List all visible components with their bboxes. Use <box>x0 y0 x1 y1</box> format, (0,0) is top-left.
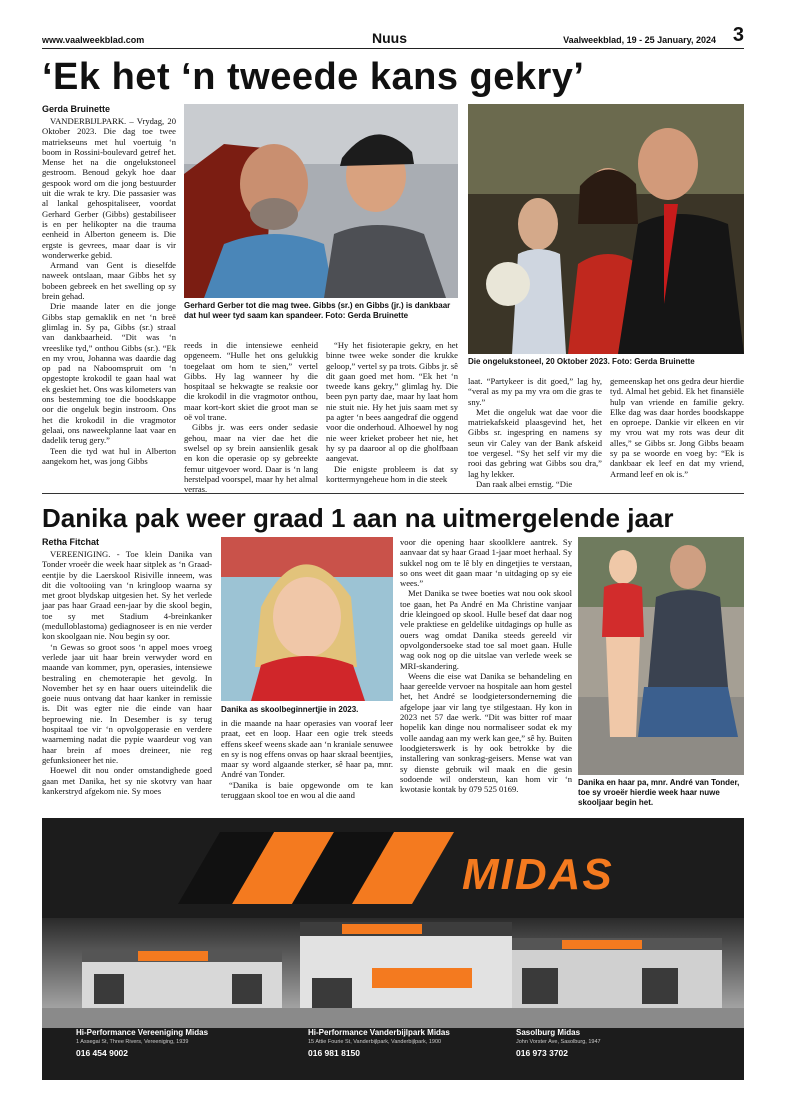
story1-column-2 <box>184 340 318 495</box>
story2-column-2 <box>221 718 393 808</box>
header-rule <box>42 48 744 49</box>
story2-caption-2: Danika en haar pa, mnr. André van Tonder, toe sy vroeër hierdie week haar nuwe skooljaar begin het. <box>578 778 740 807</box>
photo-matric-farewell-image <box>468 104 744 354</box>
story1-column-3 <box>326 340 458 486</box>
story1-column-1 <box>42 116 176 486</box>
midas-advert <box>42 818 744 1080</box>
photo-danika-2023 <box>221 537 393 701</box>
photo-danika-2023-image <box>221 537 393 701</box>
paragraph: Teen die tyd wat hul in Alberton aangekom het, was jong Gibbs <box>42 445 176 466</box>
store-vereeniging <box>82 950 282 1008</box>
location-vanderbijlpark <box>308 1028 528 1058</box>
story1-column-5 <box>610 376 744 486</box>
story2-caption-1: Danika as skoolbeginnertjie in 2023. <box>221 705 359 714</box>
paragraph: Gibbs jr. was eers onder sedasie gehou, maar na vier dae het die swelsel op sy brein aansienlik gesak en kon die operasie op sy gebreekte femur uitgevoer word. Daar is ‘n lang herstelpad voorspel, maar hy het almal verras. <box>184 422 318 495</box>
story2-byline: Retha Fitchat <box>42 537 100 547</box>
paragraph: Dan raak albei ernstig. “Die <box>476 478 573 489</box>
paragraph: Hoewel dit nou onder omstandighede goed gaan met Danika, het sy nie skotvry van haar kankerstryd afgekom nie. Sy moes <box>42 765 212 796</box>
paragraph: VANDERBIJLPARK. – Vrydag, 20 Oktober 2023. Die dag toe twee matriekseuns met hul voertuig ‘n boom in Rossini-boulevard getref het. Mense het na die ongelukstoneel gestroom. Benoud gekyk hoe daar gespook word om die jong bestuurder uit die wrak te kry. Die passasier was al lankal gehospitaliseer, voordat Gerhard Gerber (Gibbs) gestabiliseer is en per helikopter na die trauma eenheid in Alberton geneem is. Die ergste is gevrees, maar daar is vir wonderwerke gebid. <box>42 116 176 260</box>
story2-headline: Danika pak weer graad 1 aan na uitmergelende jaar <box>42 503 674 533</box>
paragraph: in die maande na haar operasies van vooraf leer praat, eet en loop. Haar een ogie trek steeds effens skeef weens skade aan ‘n kraniale senuwee en sy is nog effens onvas op haar skraal beentjies, maar sy word algaande sterker, sê haar pa, mnr. André van Tonder. <box>221 718 393 780</box>
location-sasolburg <box>516 1028 736 1058</box>
location-address: 1 Assegai St, Three Rivers, Vereeniging, 1939 <box>76 1039 189 1045</box>
location-phone: 016 454 9002 <box>76 1048 128 1058</box>
paragraph: Die enigste probleem is dat sy korttermyngeheue hom in die steek <box>326 463 458 484</box>
location-vereeniging <box>76 1028 296 1058</box>
issue-date: Vaalweekblad, 19 - 25 January, 2024 <box>563 35 716 45</box>
paragraph: reeds in die intensiewe eenheid opgeneem. “Hulle het ons gelukkig toegelaat om hom te sien,” vertel Gibbs. Hy lag wanneer hy die hospitaal se hekwagte se reaksie oor die krokodil in die vragmotor onthou, maar kort-kort skiet die groot man se oë vol trane. <box>184 340 318 423</box>
paragraph: “Hy het fisioterapie gekry, en het binne twee weke sonder die krukke geloop,” vertel sy pa trots. Gibbs jr. sê dit gaan goed met hom. “Ek het ‘n tweede kans gekry,” glimlag hy. Die been pyn party dae, maar hy laat hom nie stuit nie. Hy het juis saam met sy pa agter ‘n bees aangedraf die oggend voor die onderhoud. Alhoewel hy nog nie weer krieket probeer het nie, het hy sy pa daaroor al op die gholfbaan aangevat. <box>326 340 458 464</box>
photo-gibbs-father-son-image <box>184 104 458 298</box>
photo-matric-farewell <box>468 104 744 354</box>
paragraph: ‘n Gewas so groot soos ‘n appel moes vroeg verlede jaar uit haar brein verwyder word en maande van kommer, pyn, operasies, intensiewe bestraling en chemoterapie het gevolg. In November het sy en haar ouers uiteindelik die goeie nuus ontvang dat haar kanker in remissie is. Dit was egter nie die einde van haar beproewing nie. In Desember is sy terug hospitaal toe vir ‘n opvolgoperasie en verdere waarneming nadat die pypie waardeur vog van haar brein af moes dreineer, nie reg gefunksioneer het nie. <box>42 641 212 765</box>
paragraph: Armand van Gent is dieselfde naweek ontslaan, maar Gibbs het sy bobeen gebreek en het swelling op sy brein gehad. <box>42 260 176 302</box>
story1-byline: Gerda Bruinette <box>42 104 111 114</box>
paragraph: Met die ongeluk wat dae voor die matriekafskeid plaasgevind het, het Gibbs sr. ingespring en namens sy seun vir Caley van der Bank afskeid toe vergesel. “Sy het self vir my die rooi das gebring wat Gibbs sou dra,” lag hy lekker. <box>468 406 602 479</box>
paragraph: VEREENIGING. - Toe klein Danika van Tonder vroeër die week haar sitplek as ‘n Graad-eentjie by die Laerskool Risiville inneem, was dit die voltooiing van ‘n kringloop waarna sy met groot blydskap uitgesien het. Sy het verlede jaar pas haar Graad een-jaar by die skool begin, toe sy met Stadium 4-breinkanker (medulloblastoma) gediagnoseer is en nie verder kon skoolgaan nie. Nou begin sy oor. <box>42 549 212 642</box>
location-phone: 016 981 8150 <box>308 1048 360 1058</box>
paragraph: gemeenskap het ons gedra deur hierdie tyd. Almal het gebid. Ek het finansiële hulp van vriende en familie gekry. Elke dag was daar hordes boodskappe en oproepe. Dankie vir elkeen en vir my vrou wat my rots was deur dit alles,” se Gibbs sr. Jong Gibbs beaam sy pa se woorde en voeg by: “Ek is dankbaar ek leef en dat my vriend, Armand leef en ok is.” <box>610 376 744 479</box>
photo-danika-and-father-image <box>578 537 744 775</box>
paragraph: Drie maande later en die jonge Gibbs stap gemaklik en net ‘n breë glimlag in. Sy pa, Gibbs (sr.) straal van dankbaarheid. “Dit was ‘n vreeslike tyd,” onthou Gibbs (sr.). “Ek en my vrou, Johanna was daardie dag op pad na Naboomspruit om ‘n opgestopte krokodil te gaan haal wat ek geskiet het. Ons was kilometers van ons bestemming toe die boodskappe oor die ongeluk begin instroom. Ons het die krokodil in die vragmotor gelaai, ons naweekplanne laat vaar en dadelik terug gery.” <box>42 301 176 446</box>
location-name: Hi-Performance Vanderbijlpark Midas <box>308 1028 450 1037</box>
paragraph: Weens die eise wat Danika se behandeling en haar gereelde vervoer na hospitale aan hom gestel het, het André se loodgietersonderneming die afgelope jaar vir lang tye stilgestaan. Hy kon in 2023 net 57 dae werk. “Dit was bitter rof maar hopelik kan dinge nou normaliseer sodat ek my volle aandag aan my werk kan gee,” sê hy. Buiten loodgieterswerk is hy ook betrokke by die installering van sonkrag-geisers. Mense wat van sy dienste gebruik wil maak en die gesin sodoende wil ondersteun, kan hom vir ‘n kwotasie kontak by 079 525 0169. <box>400 670 572 795</box>
location-phone: 016 973 3702 <box>516 1048 568 1058</box>
location-address: John Vorster Ave, Sasolburg, 1947 <box>516 1039 601 1045</box>
paragraph: Met Danika se twee boeties wat nou ook skool toe gaan, het Pa André en Ma Christine vanjaar drie kleingoed op skool. Hulle besef dat daar nog vele praktiese en geldelike uitdagings op hulle as ouers wag omdat Danika steeds gereeld vir opvolgondersoeke stad toe sal moet gaan. Hulle wag ook nog op die uitslae van verlede week se MRI-skandering. <box>400 588 572 671</box>
store-vanderbijlpark <box>300 922 512 1008</box>
page-header <box>42 24 744 48</box>
midas-advert-artwork <box>42 818 744 1028</box>
location-name: Sasolburg Midas <box>516 1028 581 1037</box>
story1-caption-1: Gerhard Gerber tot die mag twee. Gibbs (sr.) en Gibbs (jr.) is dankbaar dat hul weer tyd saam kan spandeer. Foto: Gerda Bruinette <box>184 301 451 320</box>
story2-column-3 <box>400 537 572 808</box>
story-divider <box>42 493 744 494</box>
photo-danika-and-father <box>578 537 744 775</box>
midas-stripes-logo <box>178 832 454 904</box>
store-sasolburg <box>512 938 722 1008</box>
midas-wordmark: MIDAS <box>462 850 614 899</box>
location-name: Hi-Performance Vereeniging Midas <box>76 1028 209 1037</box>
paragraph: laat. “Partykeer is dit goed,” lag hy, “veral as my pa my vra om die gras te sny.” <box>468 376 602 407</box>
paragraph: voor die opening haar skoolklere aantrek. Sy aanvaar dat sy haar Graad 1-jaar moet herhaal. Sy sukkel nog om te lê bly en dingetjies te verstaan, so ons weet dit gaan maar ‘n uitdaging op sy eie wees.” <box>400 537 572 589</box>
story1-caption-2: Die ongelukstoneel, 20 Oktober 2023. Foto: Gerda Bruinette <box>468 357 695 366</box>
story1-column-4 <box>468 376 602 489</box>
story1-headline: ‘Ek het ‘n tweede kans gekry’ <box>42 56 585 98</box>
story2-column-1 <box>42 549 212 807</box>
page-number: 3 <box>732 24 744 46</box>
photo-gibbs-father-son <box>184 104 458 298</box>
location-address: 15 Attie Fourie St, Vanderbijlpark, Vanderbijlpark, 1900 <box>308 1039 442 1045</box>
paragraph: “Danika is baie opgewonde om te kan teruggaan skool toe en wou al die aand <box>221 779 393 801</box>
site-url: www.vaalweekblad.com <box>42 35 145 45</box>
section-title: Nuus <box>372 30 407 46</box>
